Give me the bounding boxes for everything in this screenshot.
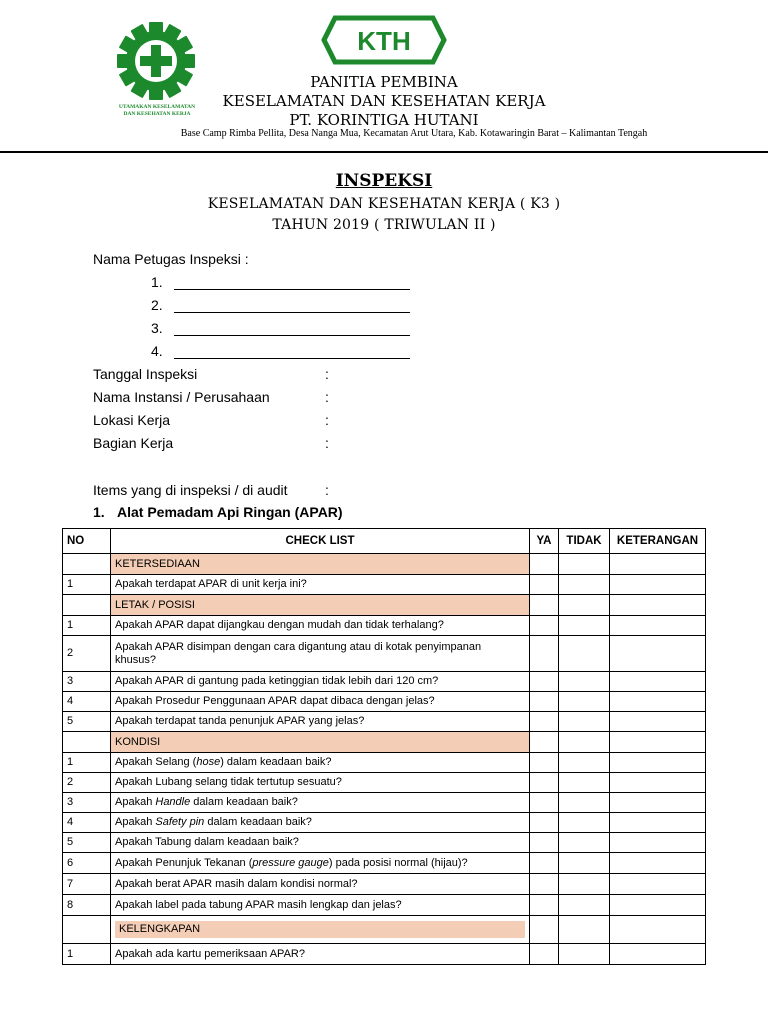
row-no: 4 — [63, 813, 111, 833]
cell-ya[interactable] — [530, 874, 559, 895]
section-number: 1. — [93, 504, 105, 520]
col-header-no: NO — [63, 529, 111, 554]
row-question: Apakah Tabung dalam keadaan baik? — [111, 833, 530, 853]
row-no: 2 — [63, 773, 111, 793]
cell-keterangan[interactable] — [610, 692, 706, 712]
row-no: 4 — [63, 692, 111, 712]
table-row — [63, 753, 706, 773]
row-no: 8 — [63, 895, 111, 916]
cell-keterangan[interactable] — [610, 813, 706, 833]
work-section-label: Bagian Kerja — [93, 435, 174, 451]
cell-ya[interactable] — [530, 773, 559, 793]
section-row — [63, 554, 706, 575]
cell-tidak[interactable] — [559, 793, 610, 813]
cell-tidak[interactable] — [559, 616, 610, 636]
company-name: PT. KORINTIGA HUTANI — [289, 111, 479, 129]
committee-subtitle: KESELAMATAN DAN KESEHATAN KERJA — [222, 92, 546, 110]
row-no: 3 — [63, 793, 111, 813]
section-label: KELENGKAPAN — [111, 916, 530, 944]
cell-keterangan[interactable] — [610, 672, 706, 692]
document-subtitle: KESELAMATAN DAN KESEHATAN KERJA ( K3 ) — [207, 196, 561, 212]
field-colon: : — [325, 482, 329, 498]
col-header-ya: YA — [530, 529, 559, 554]
row-question: Apakah Handle dalam keadaan baik? — [111, 793, 530, 813]
section-row — [63, 595, 706, 616]
cell-ya[interactable] — [530, 672, 559, 692]
field-colon: : — [325, 366, 329, 382]
cell-ya[interactable] — [530, 712, 559, 732]
row-question: Apakah Safety pin dalam keadaan baik? — [111, 813, 530, 833]
cell-keterangan[interactable] — [610, 753, 706, 773]
cell-ya[interactable] — [530, 636, 559, 672]
row-question: Apakah ada kartu pemeriksaan APAR? — [111, 944, 530, 965]
row-question: Apakah Penunjuk Tekanan (pressure gauge) pada posisi normal (hijau)? — [111, 853, 530, 874]
table-row — [63, 793, 706, 813]
cell-ya[interactable] — [530, 833, 559, 853]
cell-ya[interactable] — [530, 944, 559, 965]
section-label: KETERSEDIAAN — [111, 554, 530, 575]
cell-tidak[interactable] — [559, 833, 610, 853]
row-no: 1 — [63, 616, 111, 636]
cell-tidak[interactable] — [559, 672, 610, 692]
header-divider — [0, 151, 768, 153]
officer-number: 3. — [151, 320, 163, 336]
cell-ya[interactable] — [530, 616, 559, 636]
row-question: Apakah APAR di gantung pada ketinggian tidak lebih dari 120 cm? — [111, 672, 530, 692]
cell-tidak[interactable] — [559, 944, 610, 965]
officers-label: Nama Petugas Inspeksi : — [93, 251, 249, 267]
company-address: Base Camp Rimba Pellita, Desa Nanga Mua, Kecamatan Arut Utara, Kab. Kotawaringin Barat – Kalimantan Tengah — [180, 128, 648, 139]
col-header-checklist: CHECK LIST — [111, 529, 530, 554]
items-label: Items yang di inspeksi / di audit — [93, 482, 288, 498]
table-row — [63, 575, 706, 595]
cell-tidak[interactable] — [559, 874, 610, 895]
row-question: Apakah Prosedur Penggunaan APAR dapat dibaca dengan jelas? — [111, 692, 530, 712]
table-row — [63, 813, 706, 833]
cell-keterangan[interactable] — [610, 616, 706, 636]
col-header-keterangan: KETERANGAN — [610, 529, 706, 554]
cell-keterangan[interactable] — [610, 636, 706, 672]
k3-tagline: UTAMAKAN KESELAMATAN DAN KESEHATAN KERJA — [118, 104, 196, 117]
table-header-row — [63, 529, 706, 554]
table-row — [63, 944, 706, 965]
row-no: 5 — [63, 712, 111, 732]
cell-keterangan[interactable] — [610, 853, 706, 874]
cell-tidak[interactable] — [559, 712, 610, 732]
row-question: Apakah APAR disimpan dengan cara digantung atau di kotak penyimpanan khusus? — [111, 636, 530, 672]
row-question: Apakah terdapat APAR di unit kerja ini? — [111, 575, 530, 595]
cell-tidak[interactable] — [559, 636, 610, 672]
row-question: Apakah berat APAR masih dalam kondisi normal? — [111, 874, 530, 895]
officer-number: 1. — [151, 274, 163, 290]
field-colon: : — [325, 389, 329, 405]
table-row — [63, 712, 706, 732]
table-row — [63, 692, 706, 712]
checklist-table — [62, 528, 706, 965]
table-row — [63, 672, 706, 692]
row-no: 1 — [63, 575, 111, 595]
section-row — [63, 916, 706, 944]
row-no: 5 — [63, 833, 111, 853]
row-question: Apakah label pada tabung APAR masih lengkap dan jelas? — [111, 895, 530, 916]
table-row — [63, 636, 706, 672]
cell-keterangan[interactable] — [610, 874, 706, 895]
row-question: Apakah Selang (hose) dalam keadaan baik? — [111, 753, 530, 773]
field-colon: : — [325, 412, 329, 428]
row-question: Apakah Lubang selang tidak tertutup sesuatu? — [111, 773, 530, 793]
cell-keterangan[interactable] — [610, 793, 706, 813]
agency-label: Nama Instansi / Perusahaan — [93, 389, 270, 405]
table-row — [63, 853, 706, 874]
cell-keterangan[interactable] — [610, 575, 706, 595]
committee-name: PANITIA PEMBINA — [310, 73, 458, 91]
officer-number: 2. — [151, 297, 163, 313]
officer-name-field[interactable] — [174, 335, 410, 336]
row-no: 6 — [63, 853, 111, 874]
cell-tidak[interactable] — [559, 895, 610, 916]
kth-logo-text: KTH — [357, 26, 411, 56]
cell-ya[interactable] — [530, 575, 559, 595]
row-no: 7 — [63, 874, 111, 895]
table-row — [63, 874, 706, 895]
cell-ya[interactable] — [530, 793, 559, 813]
work-location-label: Lokasi Kerja — [93, 412, 171, 428]
table-row — [63, 773, 706, 793]
row-question: Apakah terdapat tanda penunjuk APAR yang jelas? — [111, 712, 530, 732]
section-title: Alat Pemadam Api Ringan (APAR) — [117, 504, 343, 520]
cell-ya[interactable] — [530, 853, 559, 874]
section-row — [63, 732, 706, 753]
row-no: 1 — [63, 944, 111, 965]
cell-tidak[interactable] — [559, 575, 610, 595]
cell-tidak[interactable] — [559, 853, 610, 874]
document-title: INSPEKSI — [335, 171, 433, 191]
document-period: TAHUN 2019 ( TRIWULAN II ) — [272, 217, 496, 233]
officer-name-field[interactable] — [174, 358, 410, 359]
table-row — [63, 616, 706, 636]
cell-ya[interactable] — [530, 753, 559, 773]
cell-tidak[interactable] — [559, 753, 610, 773]
officer-name-field[interactable] — [174, 289, 410, 290]
cell-ya[interactable] — [530, 895, 559, 916]
cell-keterangan[interactable] — [610, 773, 706, 793]
inspection-date-label: Tanggal Inspeksi — [93, 366, 198, 382]
cell-tidak[interactable] — [559, 773, 610, 793]
cell-keterangan[interactable] — [610, 895, 706, 916]
field-colon: : — [325, 435, 329, 451]
section-label: LETAK / POSISI — [111, 595, 530, 616]
officer-name-field[interactable] — [174, 312, 410, 313]
cell-keterangan[interactable] — [610, 833, 706, 853]
section-label: KONDISI — [111, 732, 530, 753]
row-question: Apakah APAR dapat dijangkau dengan mudah dan tidak terhalang? — [111, 616, 530, 636]
row-no: 2 — [63, 636, 111, 672]
cell-keterangan[interactable] — [610, 944, 706, 965]
row-no: 1 — [63, 753, 111, 773]
cell-keterangan[interactable] — [610, 712, 706, 732]
cell-ya[interactable] — [530, 813, 559, 833]
cell-tidak[interactable] — [559, 692, 610, 712]
row-no: 3 — [63, 672, 111, 692]
table-row — [63, 895, 706, 916]
table-row — [63, 833, 706, 853]
officer-number: 4. — [151, 343, 163, 359]
col-header-tidak: TIDAK — [559, 529, 610, 554]
cell-ya[interactable] — [530, 692, 559, 712]
cell-tidak[interactable] — [559, 813, 610, 833]
kth-logo — [321, 15, 447, 65]
